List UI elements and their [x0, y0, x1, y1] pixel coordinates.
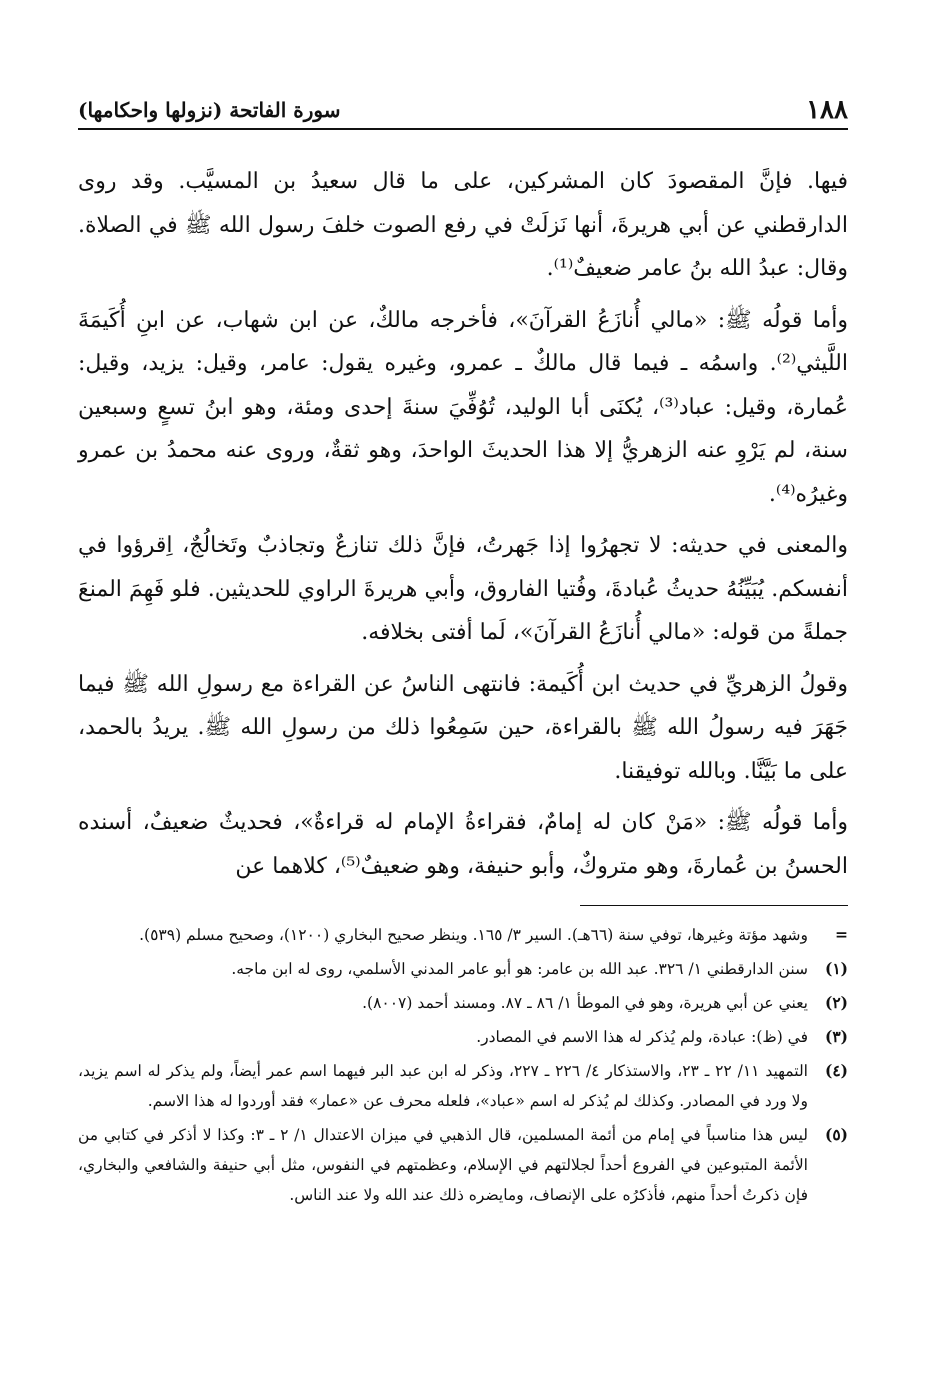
footnote-separator — [580, 905, 848, 906]
footnote — [78, 920, 848, 950]
paragraph: وأما قولُه ﷺ: «مالي أُنازَعُ القرآنَ»، فأخرجه مالكٌ، عن ابن شهاب، عن ابنِ أُكَيمَةَ اللَّيثي⁽²⁾. واسمُه ـ فيما قال مالكٌ ـ عمرو، وغيره يقول: عامر، وقيل: يزيد، وقيل: عُمارة، وقيل: عباد⁽³⁾، يُكنَى أبا الوليد، تُوُفِّيَ سنةَ إحدى ومئة، وهو ابنُ تسعٍ وسبعين سنة، لم يَرْوِ عنه الزهريُّ إلا هذا الحديثَ الواحدَ، وهو ثقةٌ، وروى عنه محمدُ بن عمرو وغيرُه⁽⁴⁾. — [78, 307, 848, 507]
paragraph: وأما قولُه ﷺ: «مَنْ كان له إمامٌ، فقراءةُ الإمام له قراءةٌ»، فحديثٌ ضعيفٌ، أسنده الحسنُ بن عُمارةَ، وهو متروكٌ، وأبو حنيفة، وهو ضعيفٌ⁽⁵⁾، كلاهما عن — [78, 810, 848, 879]
footnote-text: في (ظ): عبادة، ولم يُذكر له هذا الاسم في المصادر. — [476, 1028, 808, 1046]
footnote-marker: (٤) — [824, 1061, 848, 1080]
footnote-marker: (٢) — [824, 993, 848, 1012]
footnote — [78, 988, 848, 1018]
footnote — [78, 1022, 848, 1052]
page-header — [78, 88, 848, 130]
footnote — [78, 1120, 848, 1210]
footnote-text: سنن الدارقطني ١/ ٣٢٦. عبد الله بن عامر: هو أبو عامر المدني الأسلمي، روى له ابن ماجه. — [231, 960, 808, 978]
footnote-marker: (٥) — [824, 1125, 848, 1144]
running-title: سورة الفاتحة (نزولها واحكامها) — [78, 98, 341, 122]
footnote-text: ليس هذا مناسباً في إمام من أئمة المسلمين، قال الذهبي في ميزان الاعتدال ١/ ٢ ـ ٣: وكذا لا أذكر في كتابي من الأئمة المتبوعين في الفروع أحداً لجلالتهم في الإسلام، وعظمتهم في النفوس، مثل أبي حنيفة والشافعي والبخاري، فإن ذكرتُ أحداً منهم، فأذكرُه على الإنصاف، ومايضره ذلك عند الله ولا عند الناس. — [78, 1126, 809, 1204]
footnote-marker: (٣) — [824, 1027, 848, 1046]
footnote-text: يعني عن أبي هريرة، وهو في الموطأ ١/ ٨٦ ـ ٨٧. ومسند أحمد (٨٠٠٧). — [362, 994, 808, 1012]
footnote-marker: (١) — [824, 959, 848, 978]
footnote-marker: = — [835, 925, 848, 944]
footnote — [78, 1056, 848, 1116]
footnote-text: وشهد مؤتة وغيرها، توفي سنة (٦٦هـ). السير ٣/ ١٦٥. وينظر صحيح البخاري (١٢٠٠)، وصحيح مسلم (٥٣٩). — [139, 926, 808, 944]
paragraph: والمعنى في حديثه: لا تجهرُوا إذا جَهرتُ، فإنَّ ذلك تنازعٌ وتجاذبٌ وتَخالُجٌ، اِقرؤوا في أنفسكم. يُبَيِّنُهُ حديثُ عُبادةَ، وفُتيا الفاروق، وأبي هريرةَ الراوي للحديثين. فلو فَهِمَ المنعَ جملةً من قوله: «مالي أُنازَعُ القرآنَ»، لَما أفتى بخلافه. — [78, 533, 848, 645]
page-number: ١٨٨ — [806, 95, 848, 125]
footnote-text: التمهيد ١١/ ٢٢ ـ ٢٣، والاستذكار ٤/ ٢٢٦ ـ ٢٢٧، وذكر له ابن عبد البر فيهما اسم عمر أيضاً، ولم يذكر له اسم يزيد، ولا ورد في المصادر. وكذلك لم يُذكر له اسم «عباد»، فلعله محرف عن «عمار» فقد أوردوا له هذا الاسم. — [78, 1062, 808, 1110]
footnotes — [78, 920, 848, 1214]
paragraph: فيها. فإنَّ المقصودَ كان المشركين، على ما قال سعيدُ بن المسيَّب. وقد روى الدارقطني عن أبي هريرةَ، أنها نَزلَتْ في رفع الصوت خلفَ رسول الله ﷺ في الصلاة. وقال: عبدُ الله بنُ عامر ضعيفٌ⁽¹⁾. — [78, 169, 848, 281]
paragraph: وقولُ الزهريِّ في حديث ابن أُكَيمة: فانتهى الناسُ عن القراءة مع رسولِ الله ﷺ فيما جَهَرَ فيه رسولُ الله ﷺ بالقراءة، حين سَمِعُوا ذلك من رسولِ الله ﷺ. يريدُ بالحمد، على ما بَيَّنَّا. وبالله توفيقنا. — [78, 671, 848, 784]
footnote — [78, 954, 848, 984]
main-text — [78, 160, 848, 896]
